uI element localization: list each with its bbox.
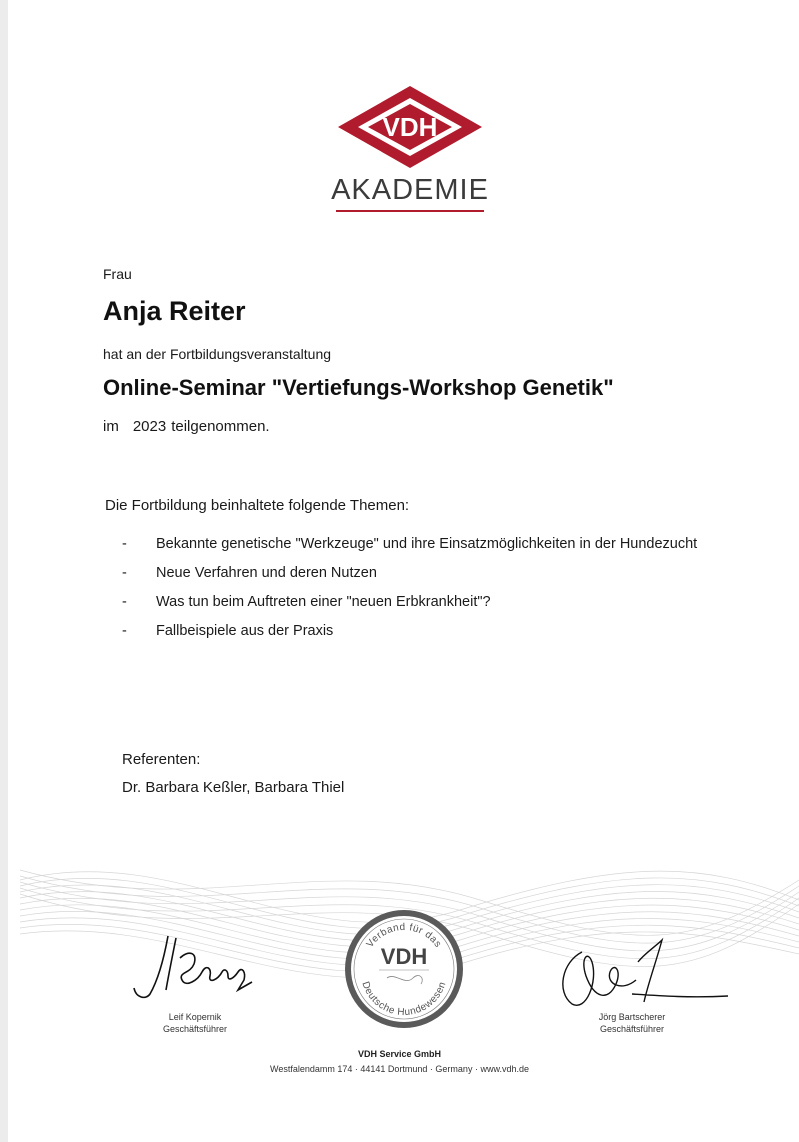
- vdh-seal: [343, 908, 465, 1030]
- seal-ring-top: Verband für das: [364, 921, 444, 950]
- intro-text: hat an der Fortbildungsveranstaltung: [103, 346, 332, 362]
- signature-right-role: Geschäftsführer: [599, 1024, 665, 1034]
- topic-item: [122, 534, 722, 554]
- signature-right: [552, 932, 732, 1017]
- topic-text: Bekannte genetische "Werkzeuge" und ihre Einsatzmöglichkeiten in der Hundezucht: [156, 536, 698, 552]
- year-suffix: teilgenommen.: [171, 418, 270, 435]
- topic-text: Was tun beim Auftreten einer "neuen Erbkrankheit"?: [156, 594, 491, 610]
- topic-item: [122, 592, 722, 612]
- year: 2023: [132, 418, 167, 435]
- speakers-names: Dr. Barbara Keßler, Barbara Thiel: [122, 779, 345, 796]
- footer-company: VDH Service GmbH: [357, 1049, 442, 1059]
- topic-item: [122, 563, 722, 583]
- seal-ring-bottom: Deutsche Hundewesen: [359, 980, 449, 1019]
- signature-right-name: Jörg Bartscherer: [598, 1012, 666, 1022]
- topic-text: Fallbeispiele aus der Praxis: [156, 623, 334, 639]
- topic-text: Neue Verfahren und deren Nutzen: [156, 565, 377, 581]
- signature-left: [128, 928, 258, 1003]
- topic-marker: -: [122, 565, 127, 581]
- seal-center-text: VDH: [380, 944, 428, 969]
- recipient-name: Anja Reiter: [103, 296, 246, 326]
- topic-marker: -: [122, 623, 127, 639]
- topics-heading: Die Fortbildung beinhaltete folgende Themen:: [105, 497, 410, 514]
- logo-subtitle: AKADEMIE: [331, 174, 489, 206]
- year-prefix: im: [103, 418, 119, 435]
- signature-left-role: Geschäftsführer: [162, 1024, 228, 1034]
- salutation: Frau: [103, 266, 132, 282]
- topic-item: [122, 621, 722, 641]
- logo-underline: [336, 210, 484, 212]
- footer-address: Westfalendamm 174 · 44141 Dortmund · Germany · www.vdh.de: [270, 1064, 529, 1074]
- logo-brand-text: VDH: [382, 112, 438, 142]
- speakers-heading: Referenten:: [122, 751, 201, 768]
- topic-marker: -: [122, 536, 127, 552]
- signature-left-name: Leif Kopernik: [168, 1012, 222, 1022]
- seminar-title: Online-Seminar "Vertiefungs-Workshop Genetik": [103, 375, 614, 400]
- participation-line: [103, 418, 270, 435]
- topics-list: [122, 534, 722, 650]
- topic-marker: -: [122, 594, 127, 610]
